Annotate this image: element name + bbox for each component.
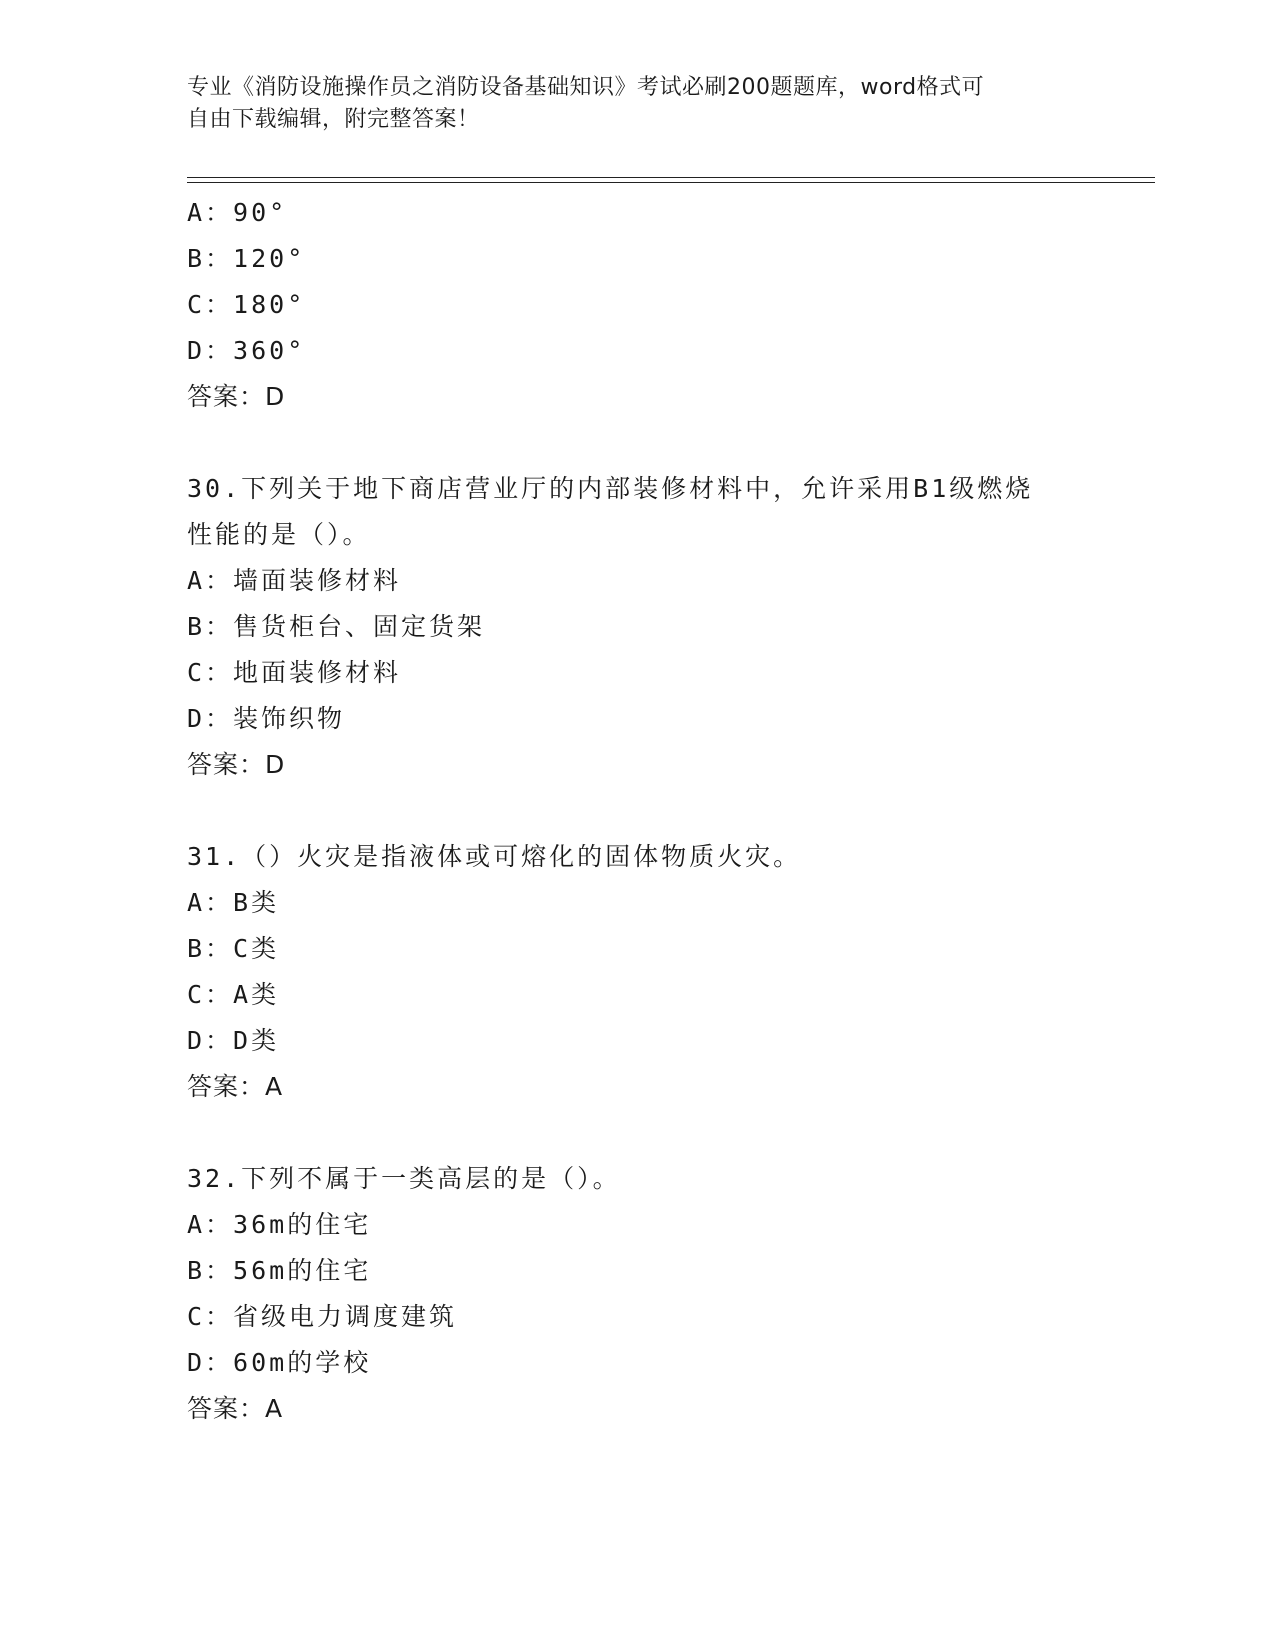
option-b: B：120° (187, 244, 306, 273)
answer: 答案：D (187, 382, 286, 411)
option-d: D：60m的学校 (187, 1348, 372, 1377)
option-b: B：56m的住宅 (187, 1256, 372, 1285)
option-a: A：B类 (187, 888, 280, 917)
option-c: C：180° (187, 290, 306, 319)
option-b: B：售货柜台、固定货架 (187, 612, 486, 641)
option-d: D：360° (187, 336, 306, 365)
spacer (187, 1110, 1087, 1156)
option-c: C：A类 (187, 980, 280, 1009)
question-31 (187, 834, 1087, 1110)
header-divider-top (187, 177, 1155, 178)
answer: 答案：A (187, 1072, 284, 1101)
question-30 (187, 466, 1087, 788)
option-a: A：36m的住宅 (187, 1210, 372, 1239)
option-a: A：墙面装修材料 (187, 566, 402, 595)
option-a: A：90° (187, 198, 288, 227)
question-list (187, 190, 1087, 1432)
question-32 (187, 1156, 1087, 1432)
option-d: D：装饰织物 (187, 704, 346, 733)
question-stem: 30.下列关于地下商店营业厅的内部装修材料中，允许采用B1级燃烧 (187, 474, 1034, 503)
question-stem: 32.下列不属于一类高层的是（）。 (187, 1164, 621, 1193)
question-stem-continued: 性能的是（）。 (187, 520, 371, 549)
document-header (187, 72, 1087, 136)
header-line-1: 专业《消防设施操作员之消防设备基础知识》考试必刷200题题库，word格式可 (187, 75, 985, 100)
option-b: B：C类 (187, 934, 280, 963)
option-c: C：省级电力调度建筑 (187, 1302, 458, 1331)
header-line-2: 自由下载编辑，附完整答案！ (187, 107, 480, 132)
question-stem: 31.（）火灾是指液体或可熔化的固体物质火灾。 (187, 842, 802, 871)
spacer (187, 420, 1087, 466)
header-divider-bottom (187, 182, 1155, 183)
option-d: D：D类 (187, 1026, 280, 1055)
spacer (187, 788, 1087, 834)
answer: 答案：D (187, 750, 286, 779)
question-29 (187, 190, 1087, 420)
option-c: C：地面装修材料 (187, 658, 402, 687)
answer: 答案：A (187, 1394, 284, 1423)
